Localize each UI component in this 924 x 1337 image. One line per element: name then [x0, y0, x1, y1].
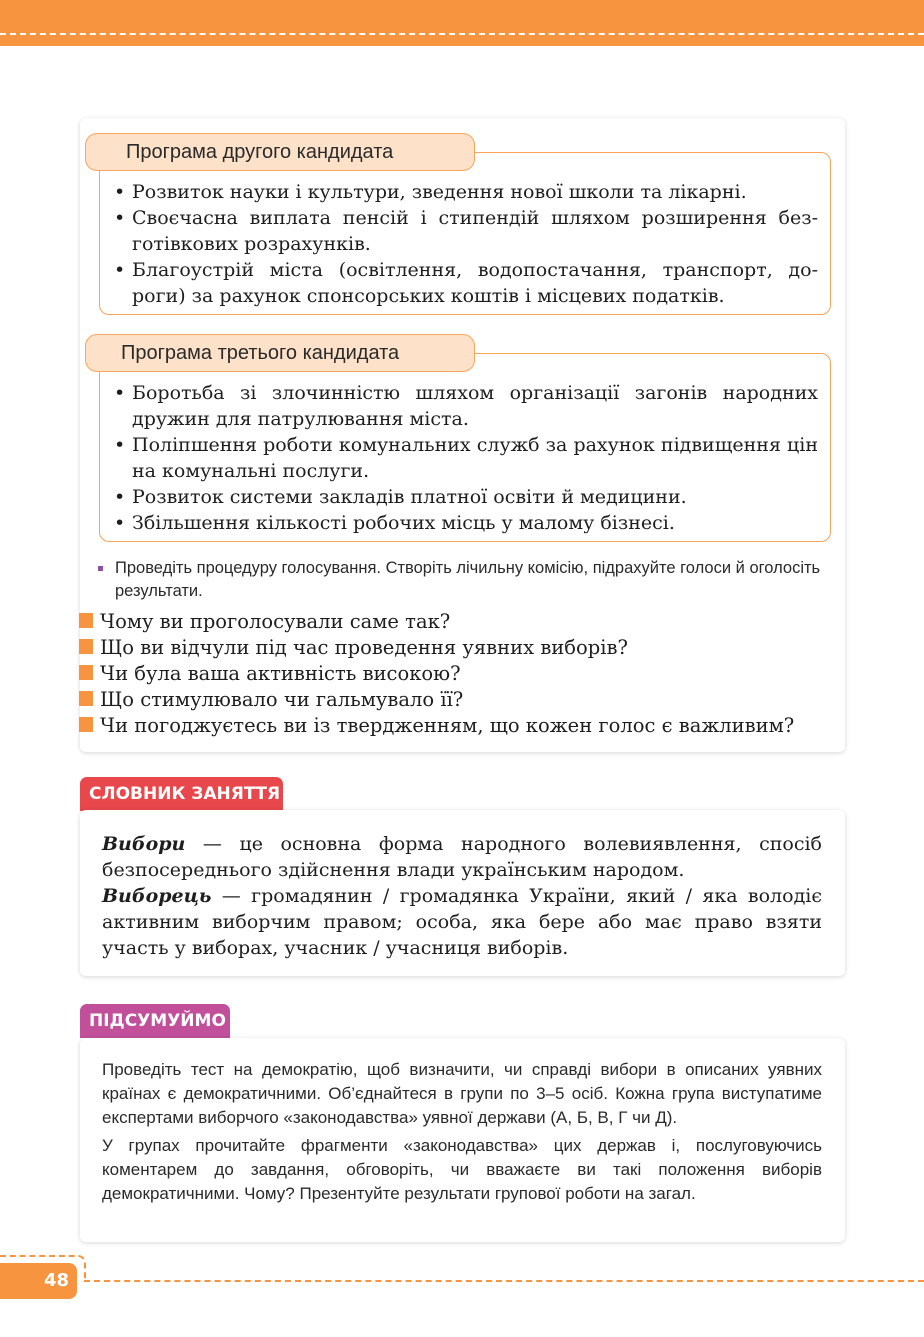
- program3-title: Програма третього кандидата: [85, 334, 475, 372]
- voting-instruction: [98, 557, 828, 603]
- vocab-definition: — громадянин / громадянка України, який / яка володіє активним виборчим правом; особа, яка бере або має право взяти участь у виборах, учасник / учасниця виборів.: [102, 885, 822, 959]
- question-item: Чи погоджуєтесь ви із твердженням, що кожен голос є важливим?: [79, 713, 839, 739]
- bullet-icon: •: [114, 181, 126, 203]
- list-item: • Боротьба зі злочинністю шляхом організації загонів народних дружин для патрулювання міста.: [114, 382, 818, 430]
- bullet-icon: •: [114, 382, 126, 404]
- orange-square-icon: [79, 665, 93, 680]
- bullet-icon: •: [114, 512, 126, 534]
- bullet-icon: •: [114, 486, 126, 508]
- question-item: Чому ви проголосували саме так?: [79, 609, 839, 635]
- summary-paragraph: Проведіть тест на демократію, щоб визначити, чи справді вибори в описаних уявних країнах є демократичними. Об’єднайтеся в групи по 3–5 осіб. Кожна група виступатиме експертами виборчого «законодавства» уявної держави (А, Б, В, Г чи Д).: [102, 1060, 822, 1127]
- bottom-dashed-line: [84, 1280, 924, 1282]
- list-item: • Своєчасна виплата пенсій і стипендій шляхом розширення без-готівкових розрахунків.: [114, 207, 818, 255]
- instruction-text: Проведіть процедуру голосування. Створіть лічильну комісію, підрахуйте голоси й оголосіть результати.: [115, 559, 821, 600]
- vocabulary-heading: СЛОВНИК ЗАНЯТТЯ: [80, 777, 283, 811]
- list-item: • Розвиток системи закладів платної освіти й медицини.: [114, 486, 687, 508]
- orange-square-icon: [79, 717, 93, 732]
- orange-square-icon: [79, 639, 93, 654]
- bullet-icon: •: [114, 259, 126, 281]
- page-number: 48: [0, 1263, 77, 1299]
- program2-title: Програма другого кандидата: [85, 133, 475, 171]
- list-item: • Поліпшення роботи комунальних служб за рахунок підвищення цін на комунальні послуги.: [114, 434, 818, 482]
- top-dashed-line: [0, 33, 924, 35]
- summary-heading: ПІДСУМУЙМО: [80, 1004, 230, 1038]
- vocab-term: Вибори: [102, 833, 186, 855]
- bullet-icon: •: [114, 207, 126, 229]
- list-item: • Збільшення кількості робочих місць у малому бізнесі.: [114, 512, 675, 534]
- instruction-marker-icon: [98, 566, 103, 571]
- list-item: • Розвиток науки і культури, зведення нової школи та лікарні.: [114, 181, 747, 203]
- top-header-band: [0, 0, 924, 46]
- orange-square-icon: [79, 691, 93, 706]
- summary-text: [102, 1058, 822, 1206]
- question-item: Що стимулювало чи гальмувало її?: [79, 687, 839, 713]
- question-item: Що ви відчули під час проведення уявних виборів?: [79, 635, 839, 661]
- question-item: Чи була ваша активність високою?: [79, 661, 839, 687]
- discussion-questions: [79, 609, 839, 739]
- orange-square-icon: [79, 613, 93, 628]
- summary-paragraph: У групах прочитайте фрагменти «законодавства» цих держав і, послуговуючись коментарем до завдання, обговоріть, чи вважаєте ви такі положення виборів демократичними. Чому? Презентуйте результати групової роботи на загал.: [102, 1136, 822, 1203]
- list-item: • Благоустрій міста (освітлення, водопостачання, транспорт, до-роги) за рахунок спонсорських коштів і місцевих податків.: [114, 259, 818, 307]
- vocab-definition: — це основна форма народного волевиявлення, спосіб безпосереднього здійснення влади українським народом.: [102, 833, 822, 881]
- vocab-term: Виборець: [102, 885, 212, 907]
- program2-list: [114, 179, 818, 309]
- program3-list: [114, 380, 818, 536]
- bullet-icon: •: [114, 434, 126, 456]
- vocabulary-text: [102, 831, 822, 961]
